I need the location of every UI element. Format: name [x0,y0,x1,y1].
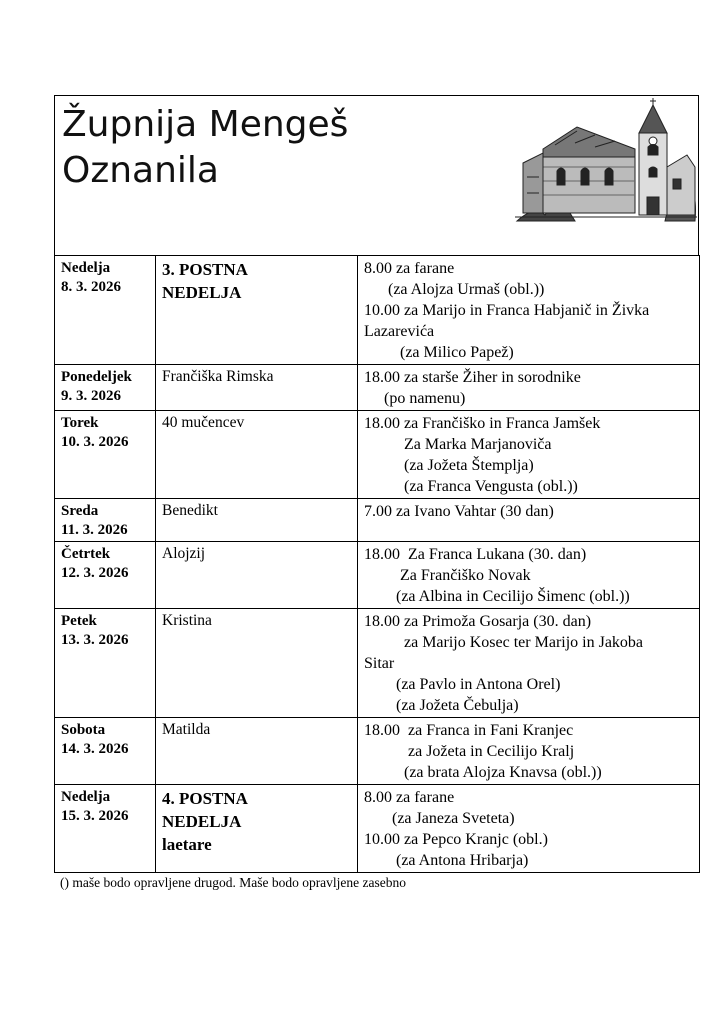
feast-name: Frančiška Rimska [162,368,274,385]
feast-name: 4. POSTNA [162,789,248,808]
table-row [55,365,700,411]
church-icon [515,97,697,225]
date: 10. 3. 2026 [61,434,129,450]
mass-intention: 18.00 za Franca in Fani Kranjec [364,722,574,739]
table-row [55,609,700,718]
feast-cell [156,718,358,785]
page-title [62,102,348,194]
day-name: Ponedeljek [61,369,132,385]
mass-intention: (za Alojza Urmaš (obl.)) [364,281,545,298]
mass-intentions-cell [358,785,700,873]
mass-intentions-cell [358,411,700,499]
feast-cell [156,365,358,411]
header-box [54,95,699,255]
mass-intention: 7.00 za Ivano Vahtar (30 dan) [364,503,554,520]
mass-intention: 8.00 za farane [364,789,455,806]
mass-intention: 10.00 za Pepco Kranjc (obl.) [364,831,548,848]
feast-cell [156,785,358,873]
mass-intention: Lazarevića [364,323,435,340]
feast-name: 3. POSTNA [162,260,248,279]
mass-intention: Za Frančiško Novak [364,567,531,584]
feast-cell [156,609,358,718]
table-row [55,785,700,873]
mass-intention: (po namenu) [364,390,466,407]
announcement-sheet [54,95,699,891]
mass-intention: 18.00 Za Franca Lukana (30. dan) [364,546,587,563]
mass-intentions-cell [358,499,700,542]
mass-intention: (za Franca Vengusta (obl.)) [364,478,578,495]
mass-intention: 18.00 za Frančiško in Franca Jamšek [364,415,601,432]
mass-intention: (za Antona Hribarja) [364,852,529,869]
mass-intention: (za Janeza Sveteta) [364,810,515,827]
footnote: () maše bodo opravljene drugod. Maše bodo opravljene zasebno [60,875,407,890]
mass-intention: 10.00 za Marijo in Franca Habjanič in Živka [364,302,650,319]
mass-intentions-cell [358,365,700,411]
day-cell [55,609,156,718]
feast-name: Benedikt [162,502,218,519]
table-row [55,256,700,365]
date: 13. 3. 2026 [61,632,129,648]
day-name: Sobota [61,722,106,738]
day-cell [55,256,156,365]
day-name: Nedelja [61,260,111,276]
parish-name: Župnija Mengeš [62,104,349,145]
table-row [55,499,700,542]
feast-name: NEDELJA [162,812,242,831]
mass-intentions-cell [358,256,700,365]
day-cell [55,411,156,499]
day-name: Torek [61,415,99,431]
mass-intention: (za Jožeta Štemplja) [364,457,534,474]
day-cell [55,365,156,411]
mass-intention: 18.00 za starše Žiher in sorodnike [364,369,581,386]
mass-intention: (za Milico Papež) [364,344,514,361]
mass-intention: 8.00 za farane [364,260,455,277]
table-row [55,542,700,609]
mass-intention: za Marijo Kosec ter Marijo in Jakoba [364,634,644,651]
date: 8. 3. 2026 [61,279,121,295]
mass-intentions-cell [358,609,700,718]
day-cell [55,785,156,873]
feast-cell [156,256,358,365]
table-row [55,718,700,785]
mass-intentions-cell [358,718,700,785]
feast-name: Kristina [162,612,212,629]
date: 15. 3. 2026 [61,808,129,824]
date: 11. 3. 2026 [61,522,128,538]
mass-intention: (za brata Alojza Knavsa (obl.)) [364,764,602,781]
day-name: Sreda [61,503,99,519]
mass-intention: 18.00 za Primoža Gosarja (30. dan) [364,613,592,630]
mass-intention: za Jožeta in Cecilijo Kralj [364,743,575,760]
mass-intention: Sitar [364,655,395,672]
day-cell [55,718,156,785]
date: 12. 3. 2026 [61,565,129,581]
feast-name: Matilda [162,721,211,738]
day-name: Nedelja [61,789,111,805]
feast-cell [156,499,358,542]
feast-name: NEDELJA [162,283,242,302]
document-title: Oznanila [62,150,219,191]
schedule-table [54,255,700,873]
feast-name: laetare [162,835,212,854]
day-name: Četrtek [61,546,111,562]
mass-intention: (za Albina in Cecilijo Šimenc (obl.)) [364,588,630,605]
feast-cell [156,411,358,499]
feast-name: 40 mučencev [162,414,245,431]
day-cell [55,542,156,609]
feast-name: Alojzij [162,545,206,562]
mass-intention: (za Jožeta Čebulja) [364,697,519,714]
mass-intention: (za Pavlo in Antona Orel) [364,676,561,693]
mass-intentions-cell [358,542,700,609]
day-name: Petek [61,613,97,629]
mass-intention: Za Marka Marjanoviča [364,436,552,453]
table-row [55,411,700,499]
day-cell [55,499,156,542]
date: 14. 3. 2026 [61,741,129,757]
feast-cell [156,542,358,609]
date: 9. 3. 2026 [61,388,121,404]
